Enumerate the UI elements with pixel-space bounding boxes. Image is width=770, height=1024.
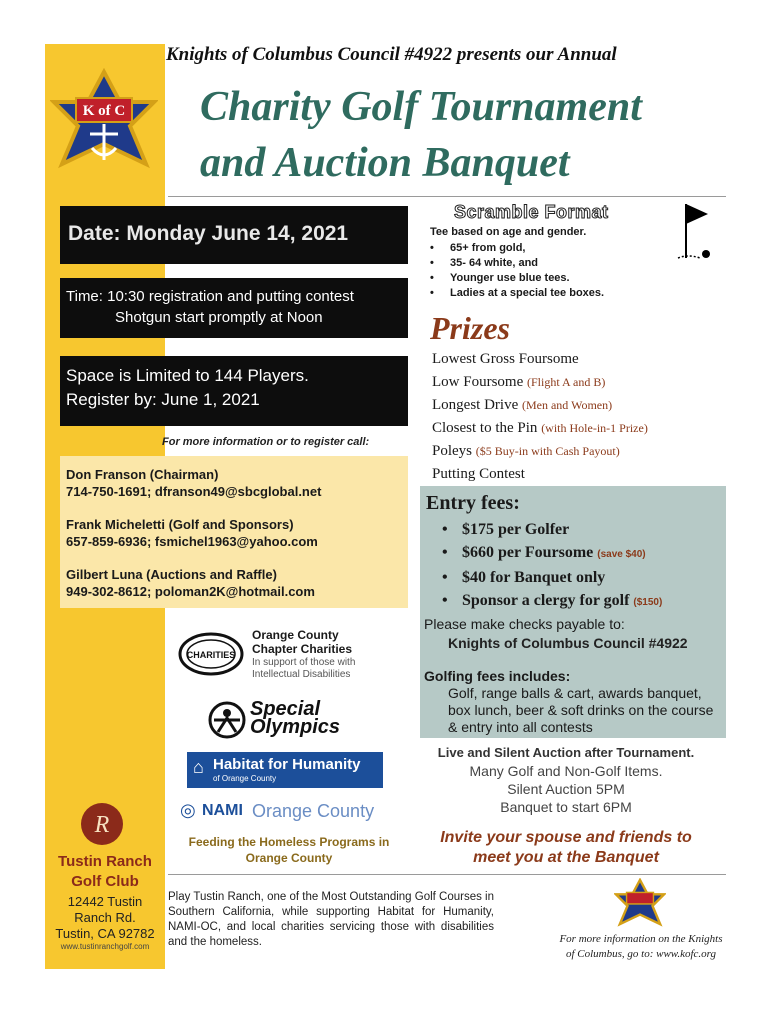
prize-item <box>432 417 648 440</box>
tustin-logo <box>80 802 124 846</box>
habitat-logo <box>187 752 383 788</box>
entry-item <box>440 541 662 566</box>
prize-main: Lowest Gross Foursome <box>432 351 579 367</box>
prize-note: (Flight A and B) <box>527 375 606 389</box>
tustin-name1: Tustin Ranch <box>58 853 152 870</box>
prize-item <box>432 394 648 417</box>
contact-name-2: Gilbert Luna (Auctions and Raffle) <box>66 567 277 582</box>
entry-note: (save $40) <box>597 549 646 560</box>
contact-name-0: Don Franson (Chairman) <box>66 467 219 482</box>
contact-info-2: 949-302-8612; poloman2K@hotmail.com <box>66 584 315 599</box>
svg-text:R: R <box>94 812 110 838</box>
entry-main: $175 per Golfer <box>462 521 570 538</box>
occ-title <box>252 628 352 656</box>
format-item: • Ladies at a special tee boxes. <box>428 286 604 301</box>
feeding-line2: Orange County <box>245 851 333 865</box>
includes-text: Golf, range balls & cart, awards banquet, box lunch, beer & soft drinks on the course & entry into all contests <box>448 685 714 735</box>
entry-item <box>440 566 662 589</box>
entry-main: $40 for Banquet only <box>462 569 606 586</box>
tustin-name2: Golf Club <box>71 873 139 890</box>
date-box <box>60 206 408 264</box>
occ-title2: Chapter Charities <box>252 642 353 656</box>
auction-block <box>416 744 716 816</box>
occ-sub2: Intellectual Disabilities <box>252 669 351 680</box>
format-item: • 65+ from gold, <box>428 241 604 256</box>
occ-logo-text: CHARITIES <box>186 650 236 660</box>
date-text: Date: Monday June 14, 2021 <box>68 222 349 245</box>
auction-line4: Banquet to start 6PM <box>500 799 632 815</box>
contact-info-1: 657-859-6936; fsmichel1963@yahoo.com <box>66 534 318 549</box>
prize-main: Closest to the Pin <box>432 420 542 436</box>
entry-main: Sponsor a clergy for golf <box>462 592 634 609</box>
kofc-info <box>556 932 726 962</box>
tustin-name <box>48 852 162 892</box>
special-olympics-icon <box>206 700 248 740</box>
invite-line1: Invite your spouse and friends to <box>440 829 692 846</box>
entry-box <box>420 486 726 738</box>
bottom-rule <box>168 874 726 875</box>
format-item: • 35- 64 white, and <box>428 256 604 271</box>
special-olympics-logo <box>206 698 368 742</box>
prize-main: Low Foursome <box>432 374 527 390</box>
tustin-addr1: 12442 Tustin <box>67 894 143 909</box>
more-info-text: For more information or to register call: <box>162 436 370 448</box>
space-line2: Register by: June 1, 2021 <box>66 390 260 409</box>
feeding-line1: Feeding the Homeless Programs in <box>188 835 390 849</box>
invite-block <box>416 828 716 868</box>
checks-to: Knights of Columbus Council #4922 <box>448 635 688 651</box>
title-line1: Charity Golf Tournament <box>200 84 642 130</box>
habitat-text: Habitat for Humanity <box>213 756 361 773</box>
habitat-house-icon: ⌂ <box>193 757 204 777</box>
prize-main: Longest Drive <box>432 397 522 413</box>
entry-main: $660 per Foursome <box>462 544 598 561</box>
auction-line2: Many Golf and Non-Golf Items. <box>469 763 663 779</box>
occ-title1: Orange County <box>252 628 339 642</box>
prize-note: (Men and Women) <box>521 398 613 412</box>
occ-logo <box>178 632 244 676</box>
kofc-emblem-text: K of C <box>82 103 126 119</box>
nami-logo <box>180 800 390 826</box>
space-box <box>60 356 408 426</box>
nami-text: NAMI <box>202 802 243 819</box>
nami-icon: ◎ <box>180 800 196 820</box>
habitat-sub: of Orange County <box>213 774 277 783</box>
space-line1: Space is Limited to 144 Players. <box>66 366 309 385</box>
entry-title: Entry fees: <box>426 492 520 514</box>
tustin-web[interactable]: www.tustinranchgolf.com <box>60 942 150 951</box>
contacts-box <box>60 456 408 608</box>
tustin-address <box>48 894 162 942</box>
auction-line3: Silent Auction 5PM <box>507 781 625 797</box>
entry-item <box>440 589 662 614</box>
special-olympics-text: Special Olympics <box>250 698 341 738</box>
prizes-list <box>432 348 648 486</box>
prize-note: ($5 Buy-in with Cash Payout) <box>475 444 620 458</box>
includes-title: Golfing fees includes: <box>424 668 571 684</box>
auction-line1: Live and Silent Auction after Tournament. <box>437 745 695 760</box>
entry-item <box>440 518 662 541</box>
prize-item <box>432 371 648 394</box>
time-line2: Shotgun start promptly at Noon <box>115 309 323 326</box>
prize-main: Poleys <box>432 443 476 459</box>
kofc-emblem <box>50 68 158 188</box>
golf-flag-icon <box>676 200 716 266</box>
prize-item <box>432 440 648 463</box>
tustin-blurb: Play Tustin Ranch, one of the Most Outstanding Golf Courses in Southern California, while supporting Habitat for Humanity, NAMI-OC, and local charities servicing those with disabilities and the homeless. <box>168 891 495 948</box>
invite-line2: meet you at the Banquet <box>473 849 659 866</box>
format-list <box>428 241 604 301</box>
header-presents: Knights of Columbus Council #4922 presents our Annual <box>166 44 617 65</box>
prize-item <box>432 463 648 486</box>
format-item: • Younger use blue tees. <box>428 271 604 286</box>
prize-item <box>432 348 648 371</box>
feeding-block <box>172 834 406 866</box>
contact-name-1: Frank Micheletti (Golf and Sponsors) <box>66 517 294 532</box>
kofc-info1: For more information on the Knights <box>559 933 723 945</box>
occ-sub1: In support of those with <box>252 657 356 668</box>
time-box <box>60 278 408 338</box>
format-intro: Tee based on age and gender. <box>430 226 587 238</box>
header-rule <box>168 196 726 197</box>
kofc-info2: of Columbus, go to: www.kofc.org <box>565 948 717 960</box>
entry-list <box>440 518 662 614</box>
contact-info-0: 714-750-1691; dfranson49@sbcglobal.net <box>66 484 322 499</box>
time-line1: Time: 10:30 registration and putting contest <box>66 288 354 305</box>
tustin-addr3: Tustin, CA 92782 <box>55 926 155 941</box>
occ-subtitle <box>252 657 355 681</box>
nami-oc-text: Orange County <box>252 801 375 821</box>
title-line2: and Auction Banquet <box>200 140 570 186</box>
entry-note: ($150) <box>633 597 663 608</box>
tustin-addr2: Ranch Rd. <box>74 910 136 925</box>
kofc-small-emblem <box>614 878 666 928</box>
prize-main: Putting Contest <box>432 466 525 482</box>
prize-note: (with Hole-in-1 Prize) <box>541 421 648 435</box>
format-title: Scramble Format <box>454 202 609 222</box>
checks-label: Please make checks payable to: <box>424 616 625 632</box>
prizes-title: Prizes <box>430 310 510 346</box>
